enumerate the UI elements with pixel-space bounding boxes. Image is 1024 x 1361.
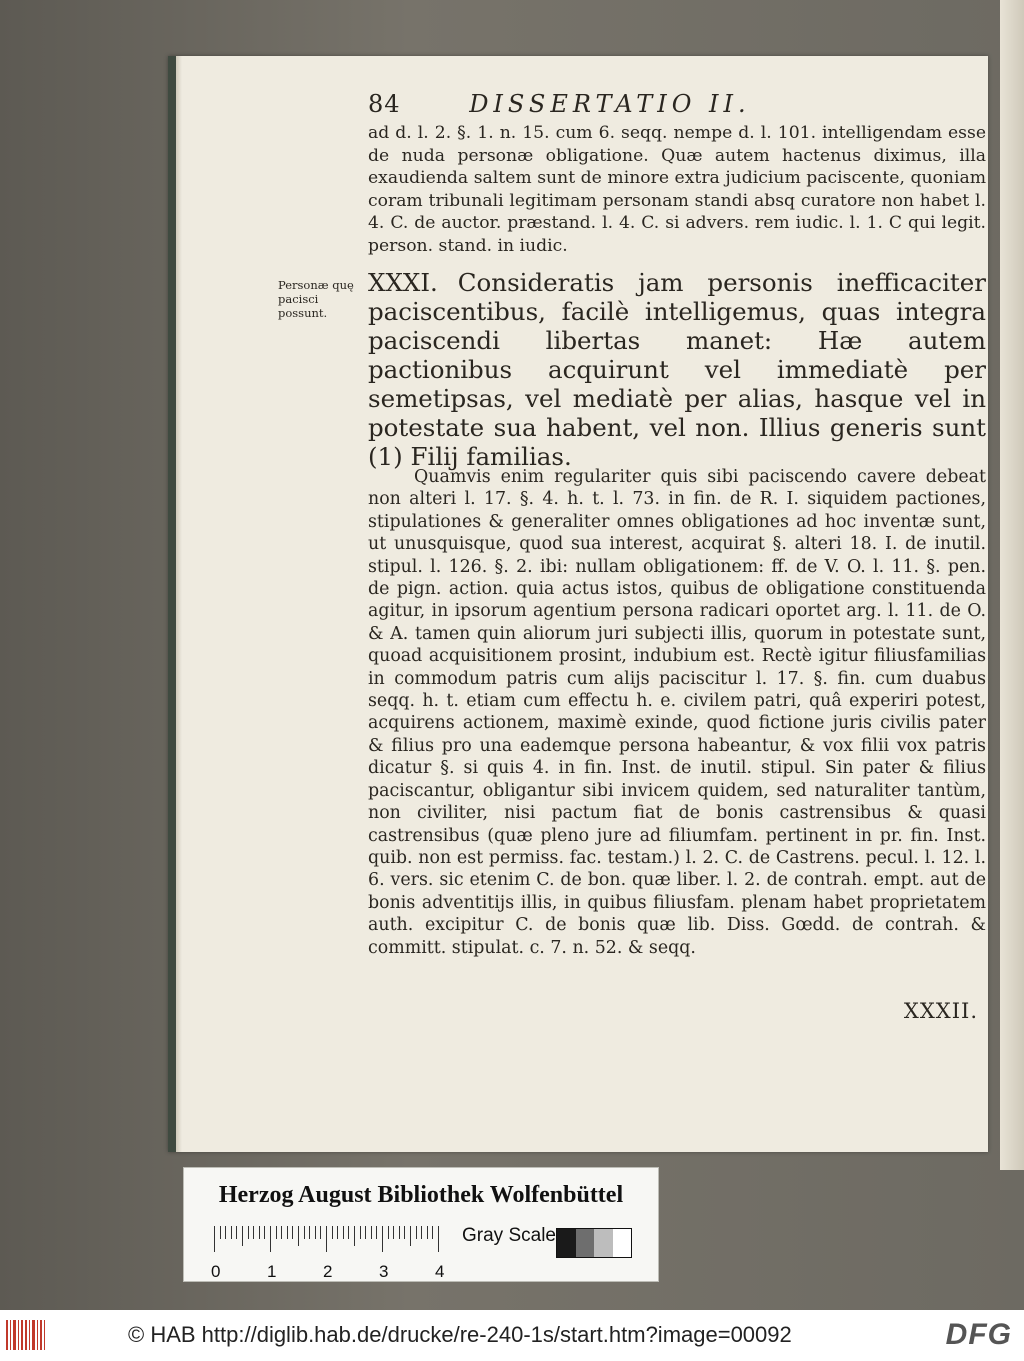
ruler-tick: [281, 1226, 282, 1239]
logo-stripe: [10, 1320, 11, 1350]
ruler-tick: [225, 1226, 226, 1239]
section-number: XXXI.: [368, 268, 438, 297]
section-paragraph: [368, 268, 986, 471]
ruler-tick: [276, 1226, 277, 1239]
logo-stripe: [18, 1320, 19, 1350]
ruler-tick: [320, 1226, 321, 1239]
continuation-paragraph: ad d. l. 2. §. 1. n. 15. cum 6. seqq. nempe d. l. 101. intelligendam esse de nuda personæ obligatione. Quæ autem hactenus diximus, illa exaudienda saltem sunt de minore extra judicium paciscente, quoniam coram tribunali legitimam personam standi absq curatore non habet l. 4. C. de auctor. præstand. l. 4. C. si advers. rem iudic. l. 1. C qui legit. person. stand. in iudic.: [368, 123, 986, 256]
catchword: XXXII.: [903, 999, 978, 1023]
source-credit: © HAB http://diglib.hab.de/drucke/re-240-1s/start.htm?image=00092: [128, 1322, 792, 1347]
logo-stripe: [40, 1320, 42, 1350]
scale-number: 3: [379, 1262, 389, 1281]
ruler-tick: [231, 1226, 232, 1239]
ruler-tick: [410, 1226, 411, 1246]
page-fold-shadow: [176, 56, 182, 1152]
ruler-tick: [242, 1226, 243, 1246]
logo-stripe: [37, 1320, 38, 1350]
ruler-tick: [393, 1226, 394, 1239]
next-page-edge: [1000, 0, 1024, 1170]
footer-bar: [0, 1310, 1024, 1361]
gray-swatch: [557, 1229, 576, 1257]
ruler-tick: [304, 1226, 305, 1239]
ruler-tick: [382, 1226, 383, 1252]
ruler-tick: [259, 1226, 260, 1239]
ruler-tick: [432, 1226, 433, 1239]
book-page: [168, 56, 988, 1152]
gray-scale-label: Gray Scale: [462, 1225, 556, 1246]
hab-logo-icon: [6, 1320, 48, 1350]
ruler-tick: [337, 1226, 338, 1239]
ruler-tick: [438, 1226, 439, 1252]
margin-note: Personæ quę pacisci possunt.: [278, 278, 354, 320]
scale-number: 1: [267, 1262, 277, 1281]
body-paragraph: Quamvis enim regulariter quis sibi paciscendo cavere debeat non alteri l. 17. §. 4. h. t. l. 73. in fin. de R. I. siquidem pactiones, stipulationes & generaliter omnes obligationes ad hoc inventæ sunt, ut unusquisque, quod sua interest, acquirat §. alteri 18. I. de inutil. stipul. l. 126. §. 2. ibi: nullam obligationem: ff. de V. O. l. 11. §. pen. de pign. action. quia actus istos, quibus de obligatione constituenda agitur, in ipsorum agentium persona radicari oportet arg. l. 11. de O. & A. tamen quin aliorum juri subjecti illis, quorum in potestate sunt, quoad acquisitionem prosint, indubium est. Rectè igitur filiusfamilias in commodum patris cum alijs paciscitur l. 17. §. fin. cum duabus seqq. h. t. etiam cum effectu h. e. civilem patri, quâ experiri potest, acquirens actionem, maximè exinde, quod fictione juris civilis pater & filius pro una eademque persona habeantur, & vox filii vox patris dicatur §. si quis 4. in fin. Inst. de inutil. stipul. Sin pater & filius paciscantur, obligantur sibi invicem quidem, sed naturaliter tantùm, non civiliter, nisi pactum fiat de bonis castrensibus & quasi castrensibus (quæ pleno jure ad filiumfam. pertinent in pr. fin. Inst. quib. non est permiss. fac. testam.) l. 2. C. de Castrens. pecul. l. 12. l. 6. vers. sic etenim C. de bon. quæ liber. l. 2. de contrah. empt. aut de bonis adventitijs illis, in quibus filiusfam. plenam habet proprietatem auth. excipitur C. de bonis quæ lib. Diss. Gœdd. de contrah. & committ. stipulat. c. 7. n. 52. & seqq.: [368, 467, 986, 958]
gray-scale-swatches: [556, 1228, 632, 1258]
ruler-tick: [388, 1226, 389, 1239]
ruler-tick: [416, 1226, 417, 1239]
ruler-tick: [214, 1226, 215, 1252]
ruler-tick: [253, 1226, 254, 1239]
ruler-tick: [236, 1226, 237, 1239]
scale-ruler: [214, 1226, 440, 1252]
logo-stripe: [44, 1320, 45, 1350]
institution-name: Herzog August Bibliothek Wolfenbüttel: [218, 1182, 624, 1208]
dfg-logo: DFG: [945, 1318, 1012, 1351]
ruler-tick: [287, 1226, 288, 1239]
logo-stripe: [25, 1320, 27, 1350]
ruler-tick: [421, 1226, 422, 1239]
continuation-text: [368, 122, 986, 257]
logo-stripe: [29, 1320, 30, 1350]
logo-stripe: [6, 1320, 8, 1350]
gray-swatch: [576, 1229, 595, 1257]
ruler-tick: [270, 1226, 271, 1252]
ruler-tick: [326, 1226, 327, 1252]
color-target-card: [183, 1167, 659, 1282]
ruler-tick: [354, 1226, 355, 1246]
ruler-tick: [332, 1226, 333, 1239]
ruler-tick: [348, 1226, 349, 1239]
logo-stripe: [21, 1320, 23, 1350]
ruler-tick: [292, 1226, 293, 1239]
gray-swatch: [594, 1229, 613, 1257]
ruler-tick: [360, 1226, 361, 1239]
ruler-tick: [264, 1226, 265, 1239]
logo-stripe: [13, 1320, 16, 1350]
gray-swatch: [613, 1229, 632, 1257]
ruler-tick: [248, 1226, 249, 1239]
ruler-tick: [399, 1226, 400, 1239]
ruler-tick: [343, 1226, 344, 1239]
section-text: Consideratis jam personis inefficaciter paciscentibus, facilè intelligemus, quas integra paciscendi libertas manet: Hæ autem pactionibus acquirunt vel immediatè per semetipsas, vel mediatè per alias, hasque vel in potestate sua habent, vel non. Illius generis sunt (1) Filij familias.: [368, 268, 986, 471]
ruler-tick: [404, 1226, 405, 1239]
ruler-tick: [427, 1226, 428, 1239]
scale-number: 0: [211, 1262, 221, 1281]
ruler-tick: [220, 1226, 221, 1239]
ruler-tick: [298, 1226, 299, 1246]
logo-stripe: [32, 1320, 35, 1350]
ruler-tick: [309, 1226, 310, 1239]
page-spine: [168, 56, 176, 1152]
ruler-tick: [315, 1226, 316, 1239]
running-title: DISSERTATIO II.: [469, 90, 751, 118]
ruler-tick: [371, 1226, 372, 1239]
page-header: [368, 90, 988, 118]
scale-number: 4: [435, 1262, 445, 1281]
ruler-tick: [376, 1226, 377, 1239]
ruler-tick: [365, 1226, 366, 1239]
scale-number: 2: [323, 1262, 333, 1281]
page-number: 84: [368, 90, 401, 118]
